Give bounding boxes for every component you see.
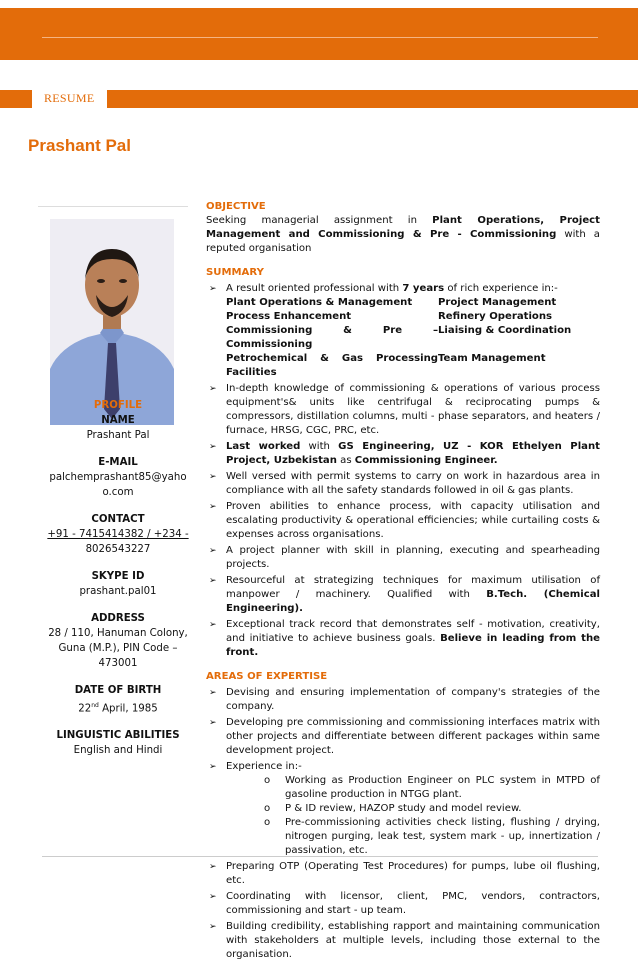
arrow-bullet-icon: ➢ (209, 620, 217, 630)
email-value-line2[interactable]: o.com (102, 487, 134, 498)
languages-label: LINGUISTIC ABILITIES (56, 730, 180, 742)
profile-heading: PROFILE (93, 400, 143, 411)
arrow-bullet-icon: ➢ (209, 688, 217, 698)
skills-grid (226, 296, 600, 380)
arrow-bullet-icon: ➢ (209, 284, 217, 294)
candidate-name-title: Prashant Pal (28, 136, 131, 155)
arrow-bullet-icon: ➢ (209, 546, 217, 556)
expertise-item: ➢ Building credibility, establishing rapport and maintaining communication with stakeholders at multiple levels, including those external to the organisation. (209, 921, 600, 960)
expertise-item: ➢ Preparing OTP (Operating Test Procedures) for pumps, lube oil flushing, etc. (209, 861, 600, 886)
main-content (206, 200, 600, 962)
resume-tab-right-bar (107, 90, 638, 108)
arrow-bullet-icon: ➢ (209, 762, 217, 772)
contact-label: CONTACT (91, 514, 145, 525)
summary-item: ➢ Resourceful at strategizing techniques for maximum utilisation of manpower / machinery. Qualified with B.Tech. (Chemical Engineering). (209, 575, 600, 614)
arrow-bullet-icon: ➢ (209, 892, 217, 902)
personal-details (38, 398, 198, 758)
summary-heading: SUMMARY (206, 267, 264, 278)
address-label: ADDRESS (91, 613, 145, 624)
name-label: NAME (101, 415, 135, 426)
resume-tab-left-bar (0, 90, 32, 108)
skill-item: Process Enhancement (226, 311, 352, 322)
circle-bullet-icon: o (264, 817, 271, 828)
email-label: E-MAIL (98, 457, 138, 468)
circle-bullet-icon: o (264, 775, 271, 786)
resume-label: RESUME (44, 91, 95, 105)
languages-value: English and Hindi (73, 745, 163, 757)
expertise-subitem: o Pre-commissioning activities check listing, flushing / drying, nitrogen purging, leak test, system mark - up, innertization / passivation, etc. (264, 817, 600, 856)
expertise-item: ➢ Experience in:- (209, 761, 302, 772)
dob-label: DATE OF BIRTH (74, 685, 162, 696)
address-line3: 473001 (98, 658, 138, 669)
name-value: Prashant Pal (86, 430, 150, 441)
summary-item: ➢ Exceptional track record that demonstrates self - motivation, creativity, and initiative to achieve business goals. Believe in leading from the front. (209, 619, 600, 658)
skill-item: Petrochemical & Gas Processing Facilities (226, 353, 438, 378)
summary-item: ➢ Proven abilities to enhance process, with capacity utilisation and escalating productivity & operational efficiencies; while curtailing costs & expenses across organisations. (209, 501, 600, 540)
email-value-line1[interactable]: palchemprashant85@yaho (49, 472, 187, 483)
expertise-item: ➢ Devising and ensuring implementation of company's strategies of the company. (209, 687, 600, 712)
expertise-item: ➢ Coordinating with licensor, client, PMC, vendors, contractors, commissioning and start - up team. (209, 891, 600, 916)
arrow-bullet-icon: ➢ (209, 862, 217, 872)
arrow-bullet-icon: ➢ (209, 576, 217, 586)
skype-value: prashant.pal01 (79, 586, 157, 597)
circle-bullet-icon: o (264, 803, 271, 814)
contact-value-line2: 8026543227 (85, 544, 151, 555)
header-divider (42, 37, 598, 38)
arrow-bullet-icon: ➢ (209, 442, 217, 452)
summary-item: ➢ Last worked with GS Engineering, UZ - KOR Ethelyen Plant Project, Uzbekistan as Commissioning Engineer. (209, 441, 600, 466)
contact-value-line1[interactable]: +91 - 7415414382 / +234 - (47, 529, 189, 540)
skill-item: Project Management (438, 297, 557, 308)
arrow-bullet-icon: ➢ (209, 384, 217, 394)
header-bar (0, 8, 638, 60)
expertise-item: ➢ Developing pre commissioning and commissioning interfaces matrix with other projects and differentiate between different packages within same development project. (209, 717, 600, 756)
profile-photo (50, 219, 174, 425)
address-line2: Guna (M.P.), PIN Code – (58, 643, 178, 654)
objective-text: Seeking managerial assignment in Plant Operations, Project Management and Commissioning & Pre - Commissioning with a reputed organisation (206, 215, 600, 254)
objective-heading: OBJECTIVE (206, 201, 266, 212)
summary-item: ➢ In-depth knowledge of commissioning & operations of various process equipment's& units like centrifugal & reciprocating pumps & compressors, distillation columns, multi - phase separators, and heaters / furnace, HRSG, CGC, PRC, etc. (209, 383, 600, 436)
arrow-bullet-icon: ➢ (209, 472, 217, 482)
skill-item: Liaising & Coordination (438, 325, 572, 336)
summary-item: ➢ A result oriented professional with 7 years of rich experience in:- Plant Operations & Management Project Management Process Enhancement Refinery Operations Commissioning & Pre – Commissioning Liaising & Coordination Petrochemical & Gas Processing Facilities Team Management (206, 282, 600, 380)
address-line1: 28 / 110, Hanuman Colony, (48, 628, 188, 639)
dob-value: 22nd April, 1985 (78, 702, 158, 715)
skill-item: Plant Operations & Management (226, 297, 413, 308)
summary-item: ➢ A project planner with skill in planning, executing and spearheading projects. (209, 545, 600, 570)
skill-item: Team Management (438, 353, 546, 364)
expertise-subitem: o Working as Production Engineer on PLC system in MTPD of gasoline production in NTGG plant. (264, 775, 600, 800)
summary-item: ➢ Well versed with permit systems to carry on work in hazardous area in compliance with all the safety standards followed in oil & gas plants. (209, 471, 600, 496)
footer-divider (42, 856, 598, 857)
expertise-heading: AREAS OF EXPERTISE (206, 671, 328, 682)
arrow-bullet-icon: ➢ (209, 718, 217, 728)
skill-item: Refinery Operations (438, 311, 553, 322)
skill-item: Commissioning & Pre – Commissioning (226, 325, 438, 350)
arrow-bullet-icon: ➢ (209, 502, 217, 512)
expertise-subitem: o P & ID review, HAZOP study and model review. (264, 803, 522, 814)
skype-label: SKYPE ID (91, 571, 145, 582)
arrow-bullet-icon: ➢ (209, 922, 217, 932)
